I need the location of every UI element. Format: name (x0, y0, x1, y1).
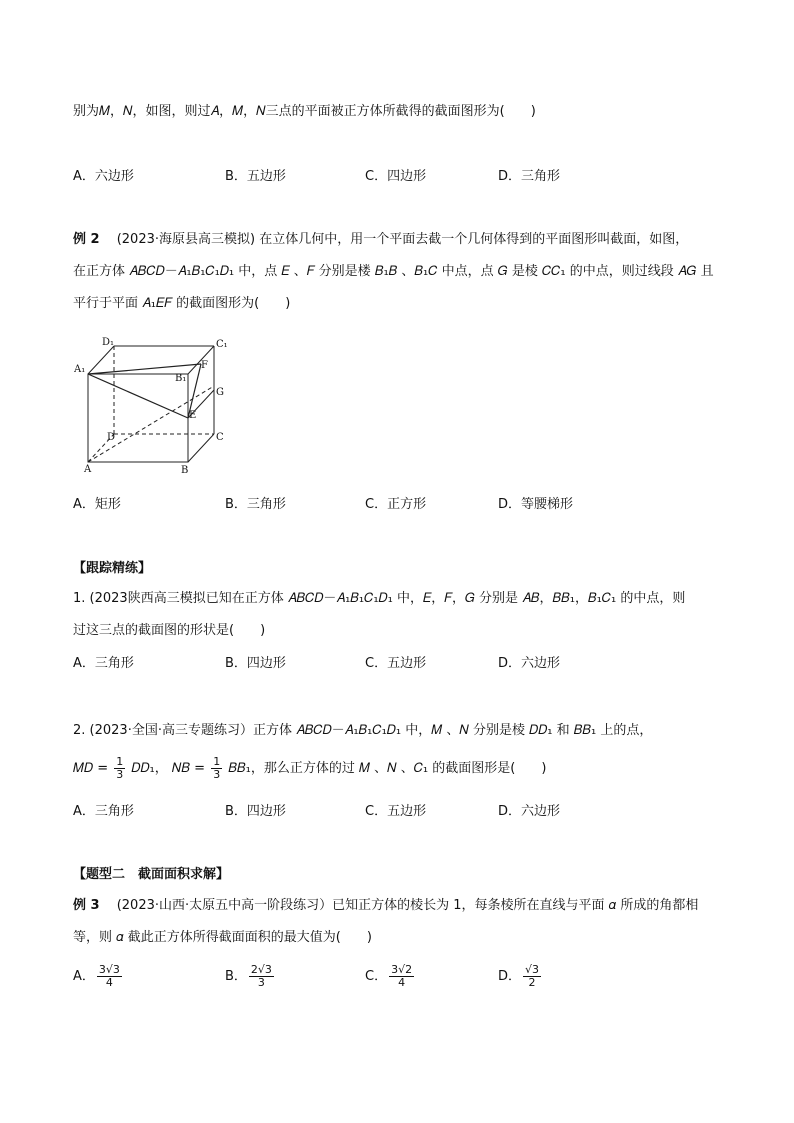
option-c-den: 4 (398, 976, 406, 989)
practice-q2-line2 (73, 754, 546, 784)
intro-option-d: D．三角形 (498, 169, 561, 184)
practice-q1-option-c: C．五边形 (365, 656, 427, 671)
label-A1: A₁ (74, 364, 86, 375)
example2-line1 (73, 231, 688, 249)
option-b-letter: B． (225, 969, 247, 984)
practice-q2-option-b: B．四边形 (225, 804, 286, 819)
fraction-one-third (114, 756, 125, 781)
example3-option-c (365, 962, 416, 992)
option-d-den: 2 (528, 976, 536, 989)
label-C: C (216, 432, 224, 443)
practice-q2-option-c: C．五边形 (365, 804, 427, 819)
cube-figure (74, 334, 234, 476)
option-b-fraction (249, 964, 274, 989)
fraction-denominator: 3 (116, 768, 124, 781)
label-G: G (216, 387, 224, 398)
nb-label: 𝑁𝐵 = (171, 761, 206, 776)
label-D1: D₁ (102, 337, 115, 348)
label-B: B (181, 465, 189, 476)
example2-option-d: D．等腰梯形 (498, 497, 574, 512)
example2-line3: 平行于平面 𝐴₁𝐸𝐹 的截面图形为( ) (73, 296, 291, 311)
practice-q1-option-b: B．四边形 (225, 656, 286, 671)
type2-line2: 等，则 𝛼 截此正方体所得截面面积的最大值为( ) (73, 930, 372, 945)
bb-label: 𝐵𝐵₁，那么正方体的过 𝑀 、𝑁 、𝐶₁ 的截面图形是( ) (228, 761, 547, 776)
option-c-num: 3√2 (391, 963, 413, 976)
option-a-den: 4 (105, 976, 113, 989)
option-d-num: √3 (525, 963, 540, 976)
practice-heading: 【跟踪精练】 (73, 561, 152, 576)
option-a-num: 3√3 (98, 963, 120, 976)
intro-option-b: B．五边形 (225, 169, 286, 184)
option-b-num: 2√3 (250, 963, 272, 976)
example3-label: 例 3 (73, 898, 100, 913)
fraction-one-third-2 (211, 756, 222, 781)
label-F: F (201, 360, 208, 371)
option-d-fraction (523, 964, 541, 989)
fraction-numerator: 1 (116, 755, 124, 768)
label-E: E (189, 410, 197, 421)
example3-option-a (73, 962, 124, 992)
example2-text-1: (2023·海原县高三模拟) 在立体几何中，用一个平面去截一个几何体得到的平面图形叫截面，如图， (116, 232, 689, 247)
intro-question-text: 别为𝑀，𝑁，如图，则过𝐴，𝑀，𝑁三点的平面被正方体所截得的截面图形为( ) (73, 104, 536, 119)
practice-q2-option-a: A．三角形 (73, 804, 134, 819)
label-A: A (84, 464, 92, 475)
fraction-denominator-2: 3 (213, 768, 221, 781)
example2-label: 例 2 (73, 232, 100, 247)
example3-option-b (225, 962, 276, 992)
example3-text-1: (2023·山西·太原五中高一阶段练习）已知正方体的棱长为 1，每条棱所在直线与平面 𝛼 所成的角都相 (116, 898, 699, 913)
option-b-den: 3 (257, 976, 265, 989)
option-d-letter: D． (498, 969, 522, 984)
practice-q2-option-d: D．六边形 (498, 804, 561, 819)
practice-q1-option-a: A．三角形 (73, 656, 134, 671)
label-D: D (107, 432, 116, 443)
dd-label: 𝐷𝐷₁， (131, 761, 168, 776)
example3-option-d (498, 962, 543, 992)
segment-A1E (88, 374, 188, 418)
label-C1: C₁ (216, 339, 228, 350)
option-a-fraction (97, 964, 122, 989)
fraction-numerator-2: 1 (213, 755, 221, 768)
example2-option-a: A．矩形 (73, 497, 121, 512)
segment-AG (88, 386, 214, 462)
option-a-letter: A． (73, 969, 95, 984)
option-c-letter: C． (365, 969, 388, 984)
example2-line2: 在正方体 𝐴𝐵𝐶𝐷－𝐴₁𝐵₁𝐶₁𝐷₁ 中，点 𝐸 、𝐹 分别是楼 𝐵₁𝐵 、𝐵₁𝐶 中点，点 𝐺 是棱 𝐶𝐶₁ 的中点，则过线段 𝐴𝐺 且 (73, 264, 714, 279)
practice-q1-line1: 1. (2023陕西高三模拟已知在正方体 𝐴𝐵𝐶𝐷－𝐴₁𝐵₁𝐶₁𝐷₁ 中，𝐸，𝐹，𝐺 分别是 𝐴𝐵，𝐵𝐵₁，𝐵₁𝐶₁ 的中点，则 (73, 591, 686, 606)
edge-A1D1 (88, 346, 114, 374)
example2-option-b: B．三角形 (225, 497, 286, 512)
intro-option-c: C．四边形 (365, 169, 427, 184)
type2-heading: 【题型二 截面面积求解】 (73, 867, 230, 882)
edge-BC (188, 434, 214, 462)
example2-option-c: C．正方形 (365, 497, 427, 512)
intro-option-a: A．六边形 (73, 169, 134, 184)
option-c-fraction (389, 964, 414, 989)
label-B1: B₁ (175, 373, 187, 384)
type2-line1 (73, 897, 698, 915)
practice-q1-option-d: D．六边形 (498, 656, 561, 671)
front-face (88, 374, 188, 462)
practice-q2-line1: 2. (2023·全国·高三专题练习）正方体 𝐴𝐵𝐶𝐷－𝐴₁𝐵₁𝐶₁𝐷₁ 中，𝑀 、𝑁 分别是棱 𝐷𝐷₁ 和 𝐵𝐵₁ 上的点， (73, 723, 653, 738)
md-label: 𝑀𝐷 = (73, 761, 109, 776)
practice-q1-line2: 过这三点的截面图的形状是( ) (73, 623, 266, 638)
